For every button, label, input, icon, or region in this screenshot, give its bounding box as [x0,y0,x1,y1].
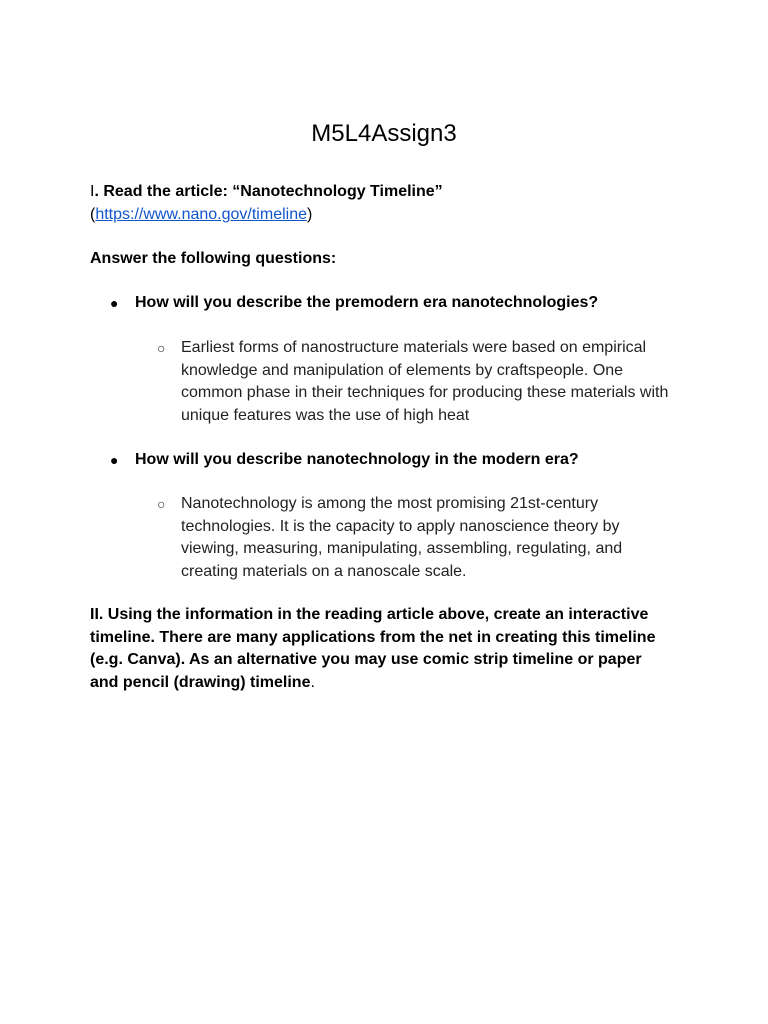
answer-line: Earliest forms of nanostructure materials were based on empirical [181,339,647,356]
instruction-text: Answer the following questions: [90,250,337,267]
part2-line: (e.g. Canva). As an alternative you may use comic strip timeline or paper [90,651,642,668]
hollow-bullet-icon: ○ [157,496,166,512]
part2-line: timeline. There are many applications from the net in creating this timeline [90,628,656,646]
answer-line: unique features was the use of high heat [181,406,470,424]
article-link[interactable]: https://www.nano.gov/timeline [95,206,307,223]
link-close-paren: ) [307,206,313,223]
answer-line: technologies. It is the capacity to apply nanoscience theory by [181,517,620,535]
bullet-icon: ● [110,295,119,311]
question-text: How will you describe the premodern era nanotechnologies? [135,294,599,311]
answer-line: knowledge and manipulation of elements by craftspeople. One [181,361,624,379]
part1-roman: I [90,183,95,200]
answer-line: Nanotechnology is among the most promising 21st-century [181,495,599,512]
part2-last-line [90,672,690,695]
hollow-bullet-icon: ○ [157,340,166,356]
answer-text [181,337,691,427]
part1-heading-text: . Read the article: “Nanotechnology Timeline” [94,183,443,200]
answer-line: creating materials on a nanoscale scale. [181,562,467,580]
part1-link-line [90,204,690,227]
part2-last-line-bold: and pencil (drawing) timeline [90,673,311,691]
part1-heading [90,181,690,204]
page-title: M5L4Assign3 [311,120,457,147]
part2-line: II. Using the information in the reading article above, create an interactive [90,606,649,623]
answer-line: common phase in their techniques for producing these materials with [181,384,669,401]
answer-text [181,493,691,583]
part2-paragraph [90,604,690,694]
answer-line: viewing, measuring, manipulating, assembling, regulating, and [181,540,623,557]
part2-period: . [310,673,315,691]
question-text: How will you describe nanotechnology in the modern era? [135,451,579,468]
link-open-paren: ( [90,206,96,223]
bullet-icon: ● [110,452,119,468]
